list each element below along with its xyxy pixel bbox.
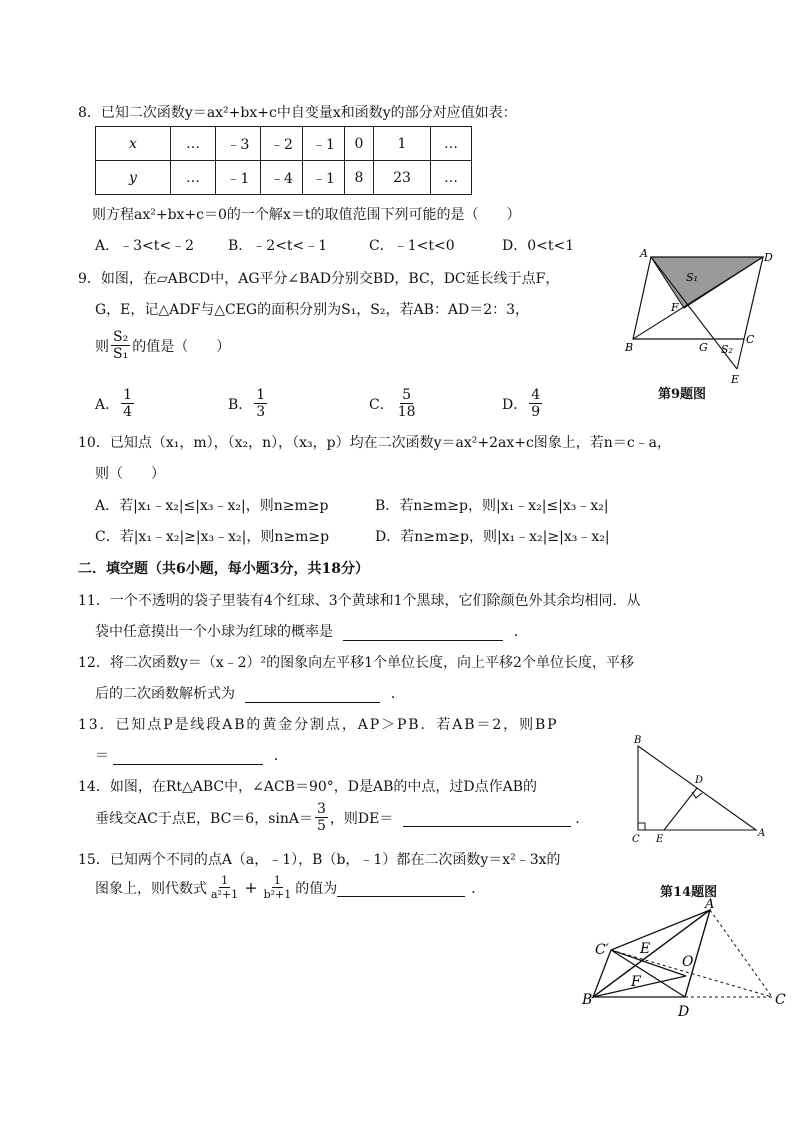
- q12-line2-text: 后的二次函数解析式为: [95, 686, 235, 702]
- right-angle-c: [638, 823, 645, 830]
- table-cell: 0: [345, 127, 374, 161]
- q10-option-b: B．若n≥m≥p，则|x₁﹣x₂|≤|x₃﹣x₂|: [375, 498, 609, 514]
- label-d: D: [695, 775, 704, 786]
- option-label: A．: [95, 396, 120, 413]
- q9-figure: [620, 245, 790, 390]
- label-c-prime: C′: [595, 942, 609, 958]
- q12-end: ．: [390, 686, 405, 702]
- table-cell: …: [431, 127, 472, 161]
- q15-line1: 15．已知两个不同的点A（a，﹣1），B（b，﹣1）都在二次函数y＝x²﹣3x的: [78, 852, 561, 868]
- segment-de: [664, 788, 697, 830]
- line-ce: [737, 339, 744, 369]
- table-cell: 23: [374, 161, 431, 195]
- q8-option-d: D．0<t<1: [502, 238, 575, 254]
- label-b: B: [582, 992, 593, 1008]
- q9-option-c: [369, 388, 420, 419]
- q9-option-a: [95, 388, 136, 419]
- fraction-denominator: 5: [317, 818, 326, 834]
- q15-line2-post: 的值为: [295, 880, 338, 897]
- table-cell: 1: [374, 127, 431, 161]
- q14-sin-fraction: [315, 802, 328, 833]
- q15-fraction-b: [262, 875, 294, 900]
- q10-option-c: C．若|x₁﹣x₂|≥|x₃﹣x₂|，则n≥m≥p: [95, 529, 330, 545]
- fraction-numerator: 5: [402, 387, 412, 403]
- label-a: A: [705, 898, 715, 912]
- table-cell: ﹣1: [216, 161, 261, 195]
- q8-option-c: C．﹣1<t<0: [369, 238, 455, 254]
- q8-option-b: B．﹣2<t<﹣1: [228, 238, 328, 254]
- q10-option-d: D．若n≥m≥p，则|x₁﹣x₂|≥|x₃﹣x₂|: [375, 529, 610, 545]
- label-f: F: [631, 974, 641, 990]
- option-fraction: [254, 388, 267, 419]
- q14-line2: [95, 802, 589, 833]
- fraction-denominator: a²+1: [211, 888, 239, 901]
- option-label: C．: [369, 396, 394, 413]
- plus-sign: +: [244, 878, 258, 897]
- value-table: [95, 126, 472, 195]
- table-cell: …: [171, 161, 216, 195]
- q14-line2-pre: 垂线交AC于点E，BC＝6，sinA＝: [95, 810, 313, 827]
- q11-line2-text: 袋中任意摸出一个小球为红球的概率是: [95, 624, 333, 640]
- q10-option-a: A．若|x₁﹣x₂|≤|x₃﹣x₂|，则n≥m≥p: [95, 498, 329, 514]
- label-c: C: [632, 834, 640, 845]
- fraction-numerator: 3: [317, 801, 326, 817]
- fraction-denominator: 9: [531, 404, 541, 420]
- fraction-numerator: 1: [123, 387, 133, 403]
- q11-line1: 11．一个不透明的袋子里装有4个红球、3个黄球和1个黑球，它们除颜色外其余均相同．从: [78, 593, 641, 609]
- q9-line3: [95, 330, 230, 361]
- q14-figure-caption: 第14题图: [660, 885, 718, 900]
- q13-line2-text: ＝: [95, 748, 109, 764]
- answer-blank[interactable]: [245, 686, 380, 703]
- answer-blank[interactable]: [113, 748, 263, 765]
- q9-option-b: [228, 388, 269, 419]
- fraction-denominator: 18: [397, 404, 416, 420]
- option-fraction: [529, 388, 542, 419]
- label-e: E: [731, 373, 740, 386]
- label-g: G: [699, 341, 708, 354]
- label-f: F: [671, 301, 679, 314]
- q11-end: ．: [513, 624, 528, 640]
- label-s2: S₂: [721, 343, 733, 356]
- option-label: B．: [228, 396, 253, 413]
- q15-line2: [95, 875, 485, 900]
- q9-line3-post: 的值是（ ）: [132, 338, 231, 355]
- q14-end: ．: [575, 810, 590, 827]
- label-d: D: [764, 251, 773, 264]
- q11-line2: [95, 621, 528, 641]
- label-o: O: [682, 954, 694, 970]
- table-cell: ﹣3: [216, 127, 261, 161]
- table-cell: y: [96, 161, 171, 195]
- q8-stem: 8．已知二次函数y＝ax²+bx+c中自变量x和函数y的部分对应值如表：: [78, 105, 517, 121]
- q10-line2: 则（ ）: [95, 466, 165, 482]
- q14-figure: [626, 732, 771, 847]
- q13-line1: 13．已知点P是线段AB的黄金分割点，AP＞PB．若AB＝2，则BP: [78, 717, 559, 733]
- q8-question: 则方程ax²+bx+c＝0的一个解x＝t的取值范围下列可能的是（ ）: [92, 207, 521, 223]
- q9-option-d: [502, 388, 544, 419]
- q13-end: ．: [273, 748, 288, 764]
- label-e: E: [656, 834, 664, 845]
- answer-blank[interactable]: [337, 878, 465, 897]
- label-a: A: [758, 828, 766, 839]
- q9-line2: G，E，记△ADF与△CEG的面积分别为S₁，S₂，若AB：AD＝2：3，: [95, 302, 530, 318]
- label-b: B: [634, 735, 642, 746]
- q14-line1: 14．如图，在Rt△ABC中，∠ACB＝90°，D是AB的中点，过D点作AB的: [78, 779, 538, 795]
- label-a: A: [640, 247, 648, 260]
- q15-fraction-a: [209, 875, 240, 900]
- section-heading: 二．填空题（共6小题，每小题3分，共18分）: [78, 561, 369, 577]
- table-cell: ﹣4: [261, 161, 303, 195]
- q9-figure-caption: 第9题图: [658, 387, 707, 402]
- q9-line3-pre: 则: [95, 338, 109, 355]
- dashed-a-c: [710, 910, 772, 997]
- fraction-numerator: 1: [221, 874, 229, 887]
- fraction-denominator: b²+1: [263, 888, 292, 901]
- option-fraction: [396, 388, 418, 419]
- label-s1: S₁: [686, 271, 698, 284]
- table-cell: x: [96, 127, 171, 161]
- q12-line1: 12．将二次函数y＝（x﹣2）²的图象向左平移1个单位长度，向上平移2个单位长度，平移: [78, 655, 634, 671]
- table-cell: ﹣2: [261, 127, 303, 161]
- q15-end: ．: [471, 880, 486, 897]
- fraction-numerator: 1: [256, 387, 266, 403]
- q8-option-a: A．﹣3<t<﹣2: [95, 238, 195, 254]
- fraction-numerator: 4: [531, 387, 541, 403]
- table-cell: …: [171, 127, 216, 161]
- table-cell: …: [431, 161, 472, 195]
- label-c: C: [746, 333, 755, 346]
- fraction-denominator: 3: [256, 404, 266, 420]
- answer-blank[interactable]: [343, 624, 503, 641]
- label-c: C: [775, 992, 786, 1008]
- table-row-x: [96, 127, 472, 161]
- s1-shaded-triangle: [651, 257, 763, 308]
- q15-line2-pre: 图象上，则代数式: [95, 880, 207, 897]
- option-label: D．: [502, 396, 528, 413]
- table-cell: ﹣1: [303, 127, 345, 161]
- fraction-numerator: 1: [273, 874, 281, 887]
- answer-blank[interactable]: [403, 808, 571, 827]
- q15-figure: [578, 898, 792, 1022]
- q9-ratio-fraction: [111, 330, 130, 361]
- q10-line1: 10．已知点（x₁，m），（x₂，n），（x₃，p）均在二次函数y＝ax²+2ax+c图象上，若n＝c﹣a，: [78, 435, 672, 451]
- q14-line2-post: ，则DE＝: [329, 810, 394, 827]
- table-cell: 8: [345, 161, 374, 195]
- fraction-denominator: 4: [123, 404, 133, 420]
- q13-line2: [95, 745, 288, 765]
- table-row-y: [96, 161, 472, 195]
- label-e: E: [640, 941, 651, 957]
- option-fraction: [121, 388, 134, 419]
- table-cell: ﹣1: [303, 161, 345, 195]
- fraction-denominator: S₁: [113, 346, 129, 362]
- fraction-numerator: S₂: [113, 329, 129, 345]
- q9-line1: 9．如图，在▱ABCD中，AG平分∠BAD分别交BD，BC，DC延长线于点F，: [78, 271, 560, 287]
- label-d: D: [678, 1004, 690, 1020]
- label-b: B: [625, 341, 634, 354]
- q12-line2: [95, 683, 405, 703]
